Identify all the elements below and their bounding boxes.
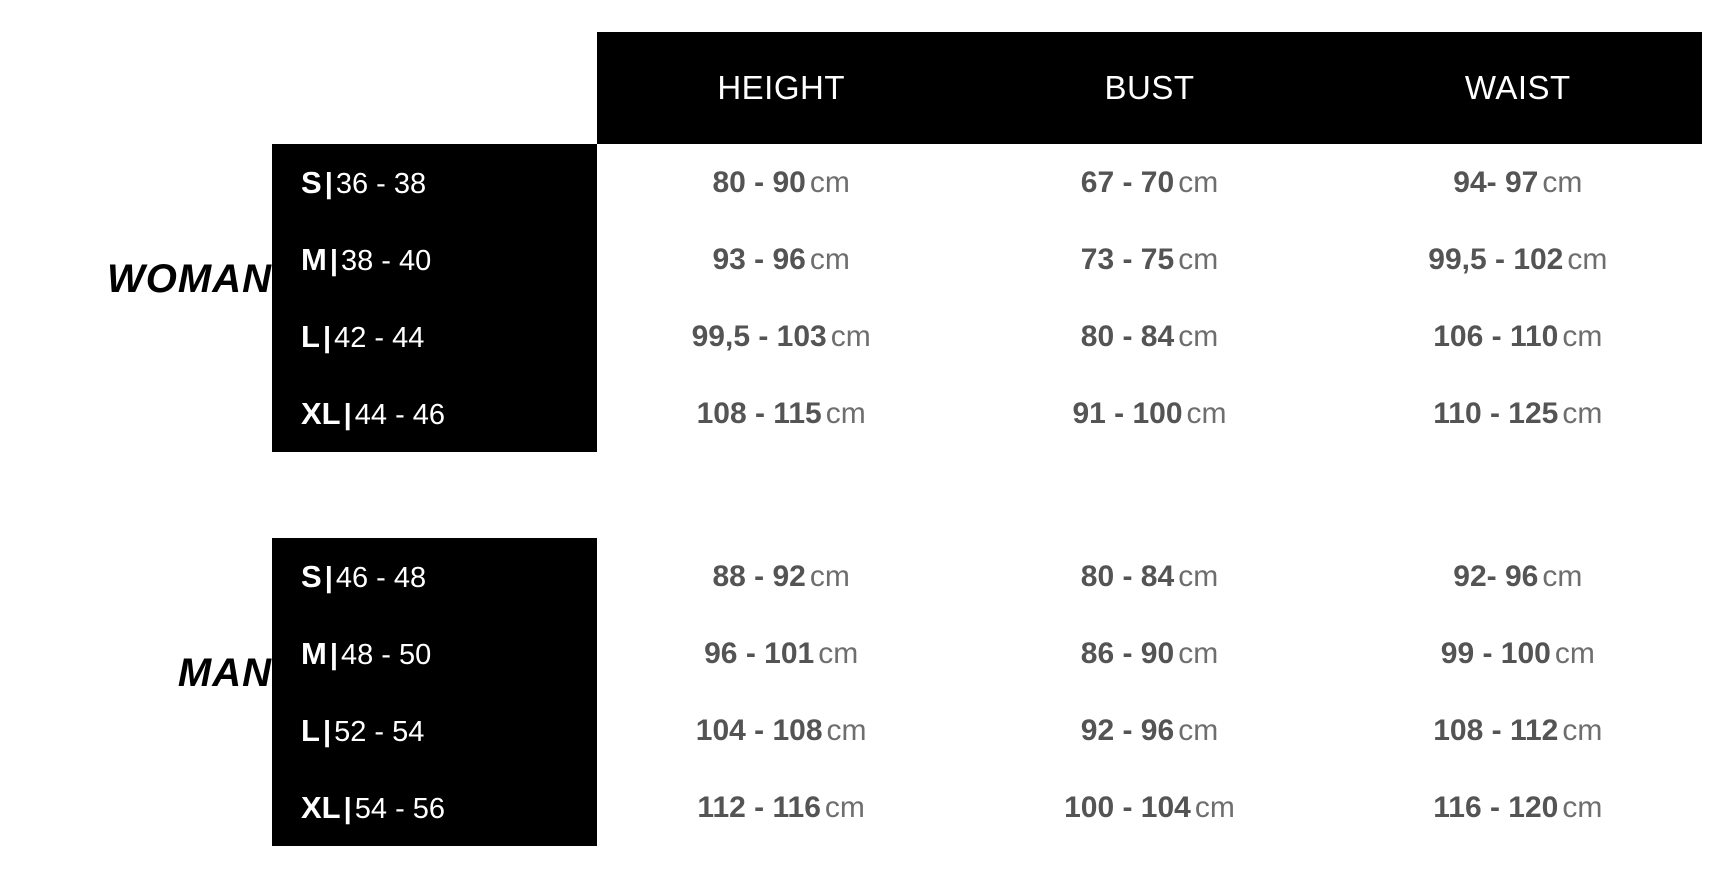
bust-unit: cm [1178,559,1219,593]
size-range: 44 - 46 [354,398,446,431]
size-cell [272,396,597,432]
bust-cell [965,320,1333,354]
height-value: 96 - 101 [704,636,815,670]
waist-cell [1334,791,1702,825]
waist-value: 106 - 110 [1433,319,1559,353]
column-header-height: HEIGHT [717,69,845,106]
waist-value: 110 - 125 [1433,396,1559,430]
waist-cell [1334,397,1702,431]
size-cell [272,242,597,278]
size-rows-woman [272,144,1702,452]
size-name: XL [301,789,341,825]
height-unit: cm [826,713,867,747]
size-name: XL [301,395,341,431]
height-cell [597,166,965,200]
bust-cell [965,397,1333,431]
waist-unit: cm [1554,636,1595,670]
bust-cell [965,166,1333,200]
size-separator: | [329,638,338,671]
waist-cell [1334,320,1702,354]
size-rows-man [272,538,1702,846]
bust-unit: cm [1178,636,1219,670]
height-cell [597,320,965,354]
bust-unit: cm [1178,242,1219,276]
bust-value: 73 - 75 [1080,242,1175,276]
height-cell [597,791,965,825]
waist-unit: cm [1562,790,1603,824]
size-separator: | [343,398,352,431]
group-label-man: MAN [177,651,272,695]
height-unit: cm [825,396,866,430]
bust-cell [965,637,1333,671]
size-separator: | [324,561,333,594]
size-separator: | [329,244,338,277]
waist-cell [1334,637,1702,671]
table-header-band [597,32,1702,144]
height-cell [597,637,965,671]
height-unit: cm [809,242,850,276]
height-cell [597,397,965,431]
waist-value: 92- 96 [1453,559,1539,593]
waist-unit: cm [1567,242,1608,276]
size-cell [272,559,597,595]
table-row [272,221,1702,298]
size-separator: | [324,167,333,200]
table-row [272,692,1702,769]
height-unit: cm [818,636,859,670]
bust-unit: cm [1186,396,1227,430]
size-name: M [301,241,327,277]
height-cell [597,243,965,277]
waist-unit: cm [1562,319,1603,353]
size-range: 46 - 48 [335,561,427,594]
table-row [272,298,1702,375]
table-row [272,538,1702,615]
height-value: 88 - 92 [712,559,806,593]
bust-value: 91 - 100 [1072,396,1183,430]
table-row [272,375,1702,452]
waist-value: 94- 97 [1453,165,1539,199]
waist-value: 99,5 - 102 [1428,242,1564,276]
size-range: 42 - 44 [334,321,425,354]
bust-value: 86 - 90 [1080,636,1175,670]
bust-value: 92 - 96 [1080,713,1175,747]
size-name: M [301,635,327,671]
bust-value: 100 - 104 [1064,790,1191,824]
size-range: 52 - 54 [334,715,425,748]
size-cell [272,790,597,826]
size-separator: | [343,792,352,825]
bust-value: 80 - 84 [1080,319,1175,353]
table-row [272,144,1702,221]
waist-value: 116 - 120 [1433,790,1559,824]
column-header-waist: WAIST [1464,69,1571,106]
waist-value: 99 - 100 [1440,636,1551,670]
bust-cell [965,243,1333,277]
size-separator: | [322,715,332,748]
size-range: 48 - 50 [340,638,432,671]
height-value: 112 - 116 [697,790,821,824]
column-header-bust: BUST [1104,69,1195,106]
bust-cell [965,714,1333,748]
size-name: L [301,318,320,354]
size-range: 36 - 38 [335,167,427,200]
bust-cell [965,791,1333,825]
waist-cell [1334,166,1702,200]
waist-cell [1334,714,1702,748]
height-value: 93 - 96 [712,242,806,276]
size-name: L [301,712,320,748]
table-row [272,615,1702,692]
bust-unit: cm [1178,319,1219,353]
height-unit: cm [809,559,850,593]
size-cell [272,319,597,355]
height-unit: cm [824,790,865,824]
waist-unit: cm [1562,396,1603,430]
size-cell [272,165,597,201]
waist-unit: cm [1542,165,1583,199]
size-name: S [301,164,322,200]
waist-cell [1334,560,1702,594]
size-range: 54 - 56 [354,792,446,825]
height-value: 108 - 115 [696,396,822,430]
waist-unit: cm [1542,559,1583,593]
size-range: 38 - 40 [340,244,432,277]
size-separator: | [322,321,332,354]
height-cell [597,560,965,594]
bust-value: 67 - 70 [1080,165,1175,199]
bust-unit: cm [1194,790,1235,824]
waist-cell [1334,243,1702,277]
height-cell [597,714,965,748]
waist-value: 108 - 112 [1433,713,1559,747]
table-row [272,769,1702,846]
bust-unit: cm [1178,713,1219,747]
height-unit: cm [809,165,850,199]
height-value: 104 - 108 [695,713,823,747]
size-cell [272,713,597,749]
height-value: 99,5 - 103 [691,319,827,353]
size-cell [272,636,597,672]
waist-unit: cm [1562,713,1603,747]
height-unit: cm [830,319,871,353]
group-label-woman: WOMAN [107,257,272,301]
height-value: 80 - 90 [712,165,806,199]
bust-cell [965,560,1333,594]
bust-unit: cm [1178,165,1219,199]
bust-value: 80 - 84 [1080,559,1175,593]
size-name: S [301,558,322,594]
